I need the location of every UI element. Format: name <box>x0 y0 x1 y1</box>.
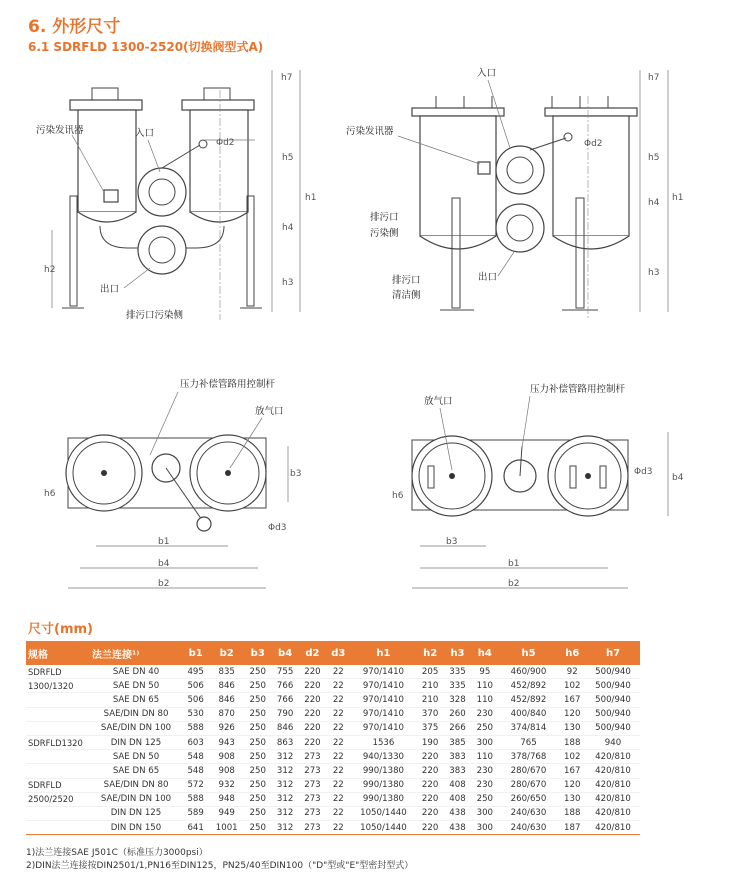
col-h6: h6 <box>559 641 586 665</box>
table-cell: 250 <box>244 707 271 721</box>
table-cell: 420/810 <box>586 806 640 820</box>
cell-flange: SAE DN 65 <box>90 764 182 778</box>
table-cell: 220 <box>416 806 443 820</box>
dim-h4-1: h4 <box>282 223 294 233</box>
footnote-2: 2)DIN法兰连接按DIN2501/1,PN16至DIN125，PN25/40至DIN100（"D"型或"E"型密封型式） <box>26 861 414 871</box>
label-clean-side-3: 清洁侧 <box>392 290 421 301</box>
table-cell: 940/1330 <box>350 750 416 764</box>
dim-h1-1: h1 <box>305 193 317 203</box>
table-cell: 220 <box>299 735 326 749</box>
table-row <box>26 764 640 778</box>
table-cell: 335 <box>444 665 471 679</box>
table-cell: 312 <box>271 750 298 764</box>
table-cell: 970/1410 <box>350 693 416 707</box>
dim-b3-1: b3 <box>290 469 302 479</box>
cell-flange: DIN DN 150 <box>90 821 182 835</box>
table-cell: 908 <box>209 764 244 778</box>
table-cell: 766 <box>271 679 298 693</box>
table-cell: 22 <box>326 806 350 820</box>
col-h7: h7 <box>586 641 640 665</box>
label-pollution-indicator-2: 污染发讯器 <box>346 126 394 137</box>
table-cell: 970/1410 <box>350 707 416 721</box>
table-cell: 495 <box>182 665 209 679</box>
table-cell: 22 <box>326 764 350 778</box>
table-cell: 312 <box>271 821 298 835</box>
table-cell: 312 <box>271 792 298 806</box>
table-cell: 420/810 <box>586 778 640 792</box>
table-cell: 420/810 <box>586 792 640 806</box>
table-cell: 187 <box>559 821 586 835</box>
col-h3: h3 <box>444 641 471 665</box>
dim-b1-2: b1 <box>508 559 520 569</box>
table-cell: 312 <box>271 778 298 792</box>
table-cell: 312 <box>271 764 298 778</box>
table-cell: 110 <box>471 693 498 707</box>
table-cell: 970/1410 <box>350 665 416 679</box>
table-cell: 220 <box>299 693 326 707</box>
col-flange: 法兰连接¹⁾ <box>90 641 182 665</box>
table-cell: 374/814 <box>499 721 559 735</box>
table-cell: 220 <box>416 792 443 806</box>
table-cell: 266 <box>444 721 471 735</box>
table-cell: 230 <box>471 764 498 778</box>
footnote-1: 1)法兰连接SAE J501C（标准压力3000psi） <box>26 848 208 858</box>
dimension-drawings <box>0 55 751 610</box>
table-cell: 22 <box>326 821 350 835</box>
table-cell: 500/940 <box>586 693 640 707</box>
table-cell: 1001 <box>209 821 244 835</box>
table-cell: 500/940 <box>586 721 640 735</box>
table-cell: 22 <box>326 693 350 707</box>
table-cell: 970/1410 <box>350 721 416 735</box>
table-cell: 452/892 <box>499 679 559 693</box>
col-b2: b2 <box>209 641 244 665</box>
section-subheading: 6.1 SDRFLD 1300-2520(切换阀型式A) <box>28 40 264 54</box>
table-cell: 22 <box>326 750 350 764</box>
table-row <box>26 792 640 806</box>
cell-model <box>26 764 90 778</box>
table-cell: 210 <box>416 679 443 693</box>
table-row <box>26 750 640 764</box>
table-cell: 766 <box>271 693 298 707</box>
table-cell: 273 <box>299 764 326 778</box>
col-d3: d3 <box>326 641 350 665</box>
footnotes <box>26 847 413 873</box>
table-cell: 932 <box>209 778 244 792</box>
table-cell: 250 <box>244 821 271 835</box>
table-row <box>26 707 640 721</box>
table-cell: 1050/1440 <box>350 806 416 820</box>
dim-h3-1: h3 <box>282 278 294 288</box>
cell-model: 2500/2520 <box>26 792 90 806</box>
table-cell: 385 <box>444 735 471 749</box>
dim-b2-2: b2 <box>508 579 520 589</box>
table-cell: 500/940 <box>586 679 640 693</box>
label-pollution-indicator-1: 污染发讯器 <box>36 125 84 136</box>
dim-h7-2: h7 <box>648 73 660 83</box>
table-cell: 102 <box>559 750 586 764</box>
table-cell: 452/892 <box>499 693 559 707</box>
table-cell: 220 <box>416 750 443 764</box>
table-cell: 408 <box>444 792 471 806</box>
cell-model <box>26 693 90 707</box>
table-cell: 273 <box>299 792 326 806</box>
table-cell: 420/810 <box>586 821 640 835</box>
table-cell: 22 <box>326 721 350 735</box>
table-cell: 230 <box>471 707 498 721</box>
table-cell: 250 <box>244 735 271 749</box>
table-cell: 220 <box>299 665 326 679</box>
label-outlet-2: 出口 <box>478 272 498 283</box>
table-cell: 863 <box>271 735 298 749</box>
table-cell: 408 <box>444 778 471 792</box>
cell-flange: SAE DN 50 <box>90 750 182 764</box>
label-lever-1: 压力补偿管路用控制杆 <box>180 379 276 390</box>
dim-h5-1: h5 <box>282 153 294 163</box>
table-cell: 420/810 <box>586 750 640 764</box>
dim-h7-1: h7 <box>281 73 293 83</box>
table-cell: 250 <box>244 792 271 806</box>
dim-h5-2: h5 <box>648 153 660 163</box>
dimensions-table <box>26 641 640 835</box>
dim-d2-1: Φd2 <box>216 138 235 148</box>
table-cell: 250 <box>244 806 271 820</box>
table-cell: 548 <box>182 750 209 764</box>
label-outlet-1: 出口 <box>100 284 120 295</box>
table-cell: 95 <box>471 665 498 679</box>
table-cell: 240/630 <box>499 806 559 820</box>
table-cell: 120 <box>559 707 586 721</box>
table-cell: 420/810 <box>586 764 640 778</box>
cell-flange: DIN DN 125 <box>90 806 182 820</box>
table-cell: 500/940 <box>586 665 640 679</box>
table-cell: 943 <box>209 735 244 749</box>
cell-flange: SAE/DIN DN 80 <box>90 778 182 792</box>
table-cell: 250 <box>471 721 498 735</box>
table-cell: 846 <box>209 693 244 707</box>
table-cell: 190 <box>416 735 443 749</box>
table-cell: 378/768 <box>499 750 559 764</box>
label-vent-2: 放气口 <box>424 396 453 407</box>
table-cell: 1536 <box>350 735 416 749</box>
col-b3: b3 <box>244 641 271 665</box>
table-cell: 990/1380 <box>350 778 416 792</box>
table-cell: 530 <box>182 707 209 721</box>
table-cell: 273 <box>299 778 326 792</box>
cell-flange: SAE DN 65 <box>90 693 182 707</box>
col-h2: h2 <box>416 641 443 665</box>
col-b4: b4 <box>271 641 298 665</box>
label-vent-1: 放气口 <box>255 406 284 417</box>
cell-model <box>26 721 90 735</box>
table-cell: 641 <box>182 821 209 835</box>
table-cell: 280/670 <box>499 778 559 792</box>
table-row <box>26 693 640 707</box>
dim-d3-2: Φd3 <box>634 467 653 477</box>
cell-flange: SAE DN 40 <box>90 665 182 679</box>
col-h4: h4 <box>471 641 498 665</box>
table-cell: 220 <box>416 821 443 835</box>
label-lever-2: 压力补偿管路用控制杆 <box>530 384 626 395</box>
table-cell: 312 <box>271 806 298 820</box>
table-cell: 755 <box>271 665 298 679</box>
table-cell: 130 <box>559 721 586 735</box>
table-row <box>26 735 640 749</box>
table-cell: 300 <box>471 806 498 820</box>
dim-b4-1: b4 <box>158 559 170 569</box>
table-header-row <box>26 641 640 665</box>
col-h5: h5 <box>499 641 559 665</box>
table-cell: 102 <box>559 679 586 693</box>
cell-flange: SAE/DIN DN 80 <box>90 707 182 721</box>
table-row <box>26 778 640 792</box>
label-drain-port-2: 排污口 <box>370 212 399 223</box>
table-cell: 273 <box>299 821 326 835</box>
table-title: 尺寸(mm) <box>28 622 93 637</box>
dim-b2-1: b2 <box>158 579 170 589</box>
top-view-left <box>66 435 288 588</box>
table-cell: 970/1410 <box>350 679 416 693</box>
col-h1: h1 <box>350 641 416 665</box>
table-cell: 990/1380 <box>350 792 416 806</box>
table-cell: 300 <box>471 821 498 835</box>
table-cell: 370 <box>416 707 443 721</box>
table-cell: 328 <box>444 693 471 707</box>
table-cell: 280/670 <box>499 764 559 778</box>
table-cell: 220 <box>416 764 443 778</box>
dim-b4-2: b4 <box>672 473 684 483</box>
table-cell: 220 <box>299 707 326 721</box>
table-cell: 588 <box>182 721 209 735</box>
table-cell: 1050/1440 <box>350 821 416 835</box>
table-cell: 990/1380 <box>350 764 416 778</box>
table-cell: 130 <box>559 792 586 806</box>
table-cell: 205 <box>416 665 443 679</box>
label-dirty-side-2: 污染侧 <box>370 228 399 239</box>
table-cell: 220 <box>416 778 443 792</box>
table-cell: 300 <box>471 735 498 749</box>
top-view-right <box>412 432 668 588</box>
cell-flange: DIN DN 125 <box>90 735 182 749</box>
table-cell: 188 <box>559 735 586 749</box>
dim-d2-2: Φd2 <box>584 139 603 149</box>
table-cell: 220 <box>299 679 326 693</box>
table-cell: 240/630 <box>499 821 559 835</box>
table-cell: 506 <box>182 679 209 693</box>
cell-flange: SAE/DIN DN 100 <box>90 721 182 735</box>
cell-model: SDRFLD1320 <box>26 735 90 749</box>
label-inlet-1: 入口 <box>135 128 155 139</box>
table-cell: 846 <box>271 721 298 735</box>
table-cell: 260/650 <box>499 792 559 806</box>
dim-h2-1: h2 <box>44 265 56 275</box>
cell-model <box>26 750 90 764</box>
cell-model <box>26 707 90 721</box>
table-cell: 572 <box>182 778 209 792</box>
table-cell: 948 <box>209 792 244 806</box>
dim-h6-2: h6 <box>392 491 404 501</box>
table-cell: 22 <box>326 735 350 749</box>
table-cell: 926 <box>209 721 244 735</box>
table-cell: 765 <box>499 735 559 749</box>
table-cell: 188 <box>559 806 586 820</box>
table-cell: 22 <box>326 778 350 792</box>
table-cell: 250 <box>244 778 271 792</box>
table-cell: 250 <box>244 764 271 778</box>
table-cell: 22 <box>326 707 350 721</box>
table-cell: 210 <box>416 693 443 707</box>
table-cell: 110 <box>471 679 498 693</box>
dim-b3-2: b3 <box>446 537 458 547</box>
table-cell: 940 <box>586 735 640 749</box>
table-cell: 230 <box>471 778 498 792</box>
table-cell: 110 <box>471 750 498 764</box>
table-cell: 22 <box>326 792 350 806</box>
table-cell: 790 <box>271 707 298 721</box>
table-cell: 438 <box>444 806 471 820</box>
table-row <box>26 821 640 835</box>
table-cell: 167 <box>559 693 586 707</box>
table-cell: 273 <box>299 806 326 820</box>
table-cell: 460/900 <box>499 665 559 679</box>
table-cell: 500/940 <box>586 707 640 721</box>
col-model: 规格 <box>26 641 90 665</box>
table-cell: 588 <box>182 792 209 806</box>
cell-model <box>26 821 90 835</box>
table-cell: 438 <box>444 821 471 835</box>
table-cell: 260 <box>444 707 471 721</box>
dim-h3-2: h3 <box>648 268 660 278</box>
section-heading: 6. 外形尺寸 <box>28 17 121 37</box>
table-cell: 250 <box>244 750 271 764</box>
table-cell: 383 <box>444 750 471 764</box>
cell-model <box>26 806 90 820</box>
table-cell: 870 <box>209 707 244 721</box>
table-cell: 383 <box>444 764 471 778</box>
table-cell: 250 <box>471 792 498 806</box>
table-cell: 548 <box>182 764 209 778</box>
table-cell: 949 <box>209 806 244 820</box>
table-cell: 120 <box>559 778 586 792</box>
table-cell: 400/840 <box>499 707 559 721</box>
table-cell: 220 <box>299 721 326 735</box>
table-cell: 22 <box>326 665 350 679</box>
label-inlet-2: 入口 <box>477 68 497 79</box>
table-cell: 167 <box>559 764 586 778</box>
table-cell: 273 <box>299 750 326 764</box>
table-cell: 250 <box>244 665 271 679</box>
dim-h6-1: h6 <box>44 489 56 499</box>
table-cell: 506 <box>182 693 209 707</box>
front-view-right <box>412 70 668 320</box>
table-cell: 22 <box>326 679 350 693</box>
table-cell: 250 <box>244 679 271 693</box>
table-cell: 589 <box>182 806 209 820</box>
label-drain-port-3: 排污口 <box>392 275 421 286</box>
table-row <box>26 665 640 679</box>
label-drain-dirty-side-1: 排污口污染侧 <box>126 310 184 321</box>
cell-model: SDRFLD <box>26 778 90 792</box>
table-row <box>26 721 640 735</box>
table-cell: 335 <box>444 679 471 693</box>
table-cell: 846 <box>209 679 244 693</box>
dim-d3-1: Φd3 <box>268 523 287 533</box>
cell-model: SDRFLD <box>26 665 90 679</box>
table-row <box>26 679 640 693</box>
cell-model: 1300/1320 <box>26 679 90 693</box>
table-cell: 92 <box>559 665 586 679</box>
table-cell: 908 <box>209 750 244 764</box>
table-cell: 375 <box>416 721 443 735</box>
table-cell: 603 <box>182 735 209 749</box>
cell-flange: SAE/DIN DN 100 <box>90 792 182 806</box>
table-cell: 250 <box>244 721 271 735</box>
col-d2: d2 <box>299 641 326 665</box>
dim-h1-2: h1 <box>672 193 684 203</box>
table-cell: 835 <box>209 665 244 679</box>
dim-h4-2: h4 <box>648 198 660 208</box>
col-b1: b1 <box>182 641 209 665</box>
front-view-left <box>52 70 300 320</box>
cell-flange: SAE DN 50 <box>90 679 182 693</box>
dim-b1-1: b1 <box>158 537 170 547</box>
table-cell: 250 <box>244 693 271 707</box>
table-row <box>26 806 640 820</box>
